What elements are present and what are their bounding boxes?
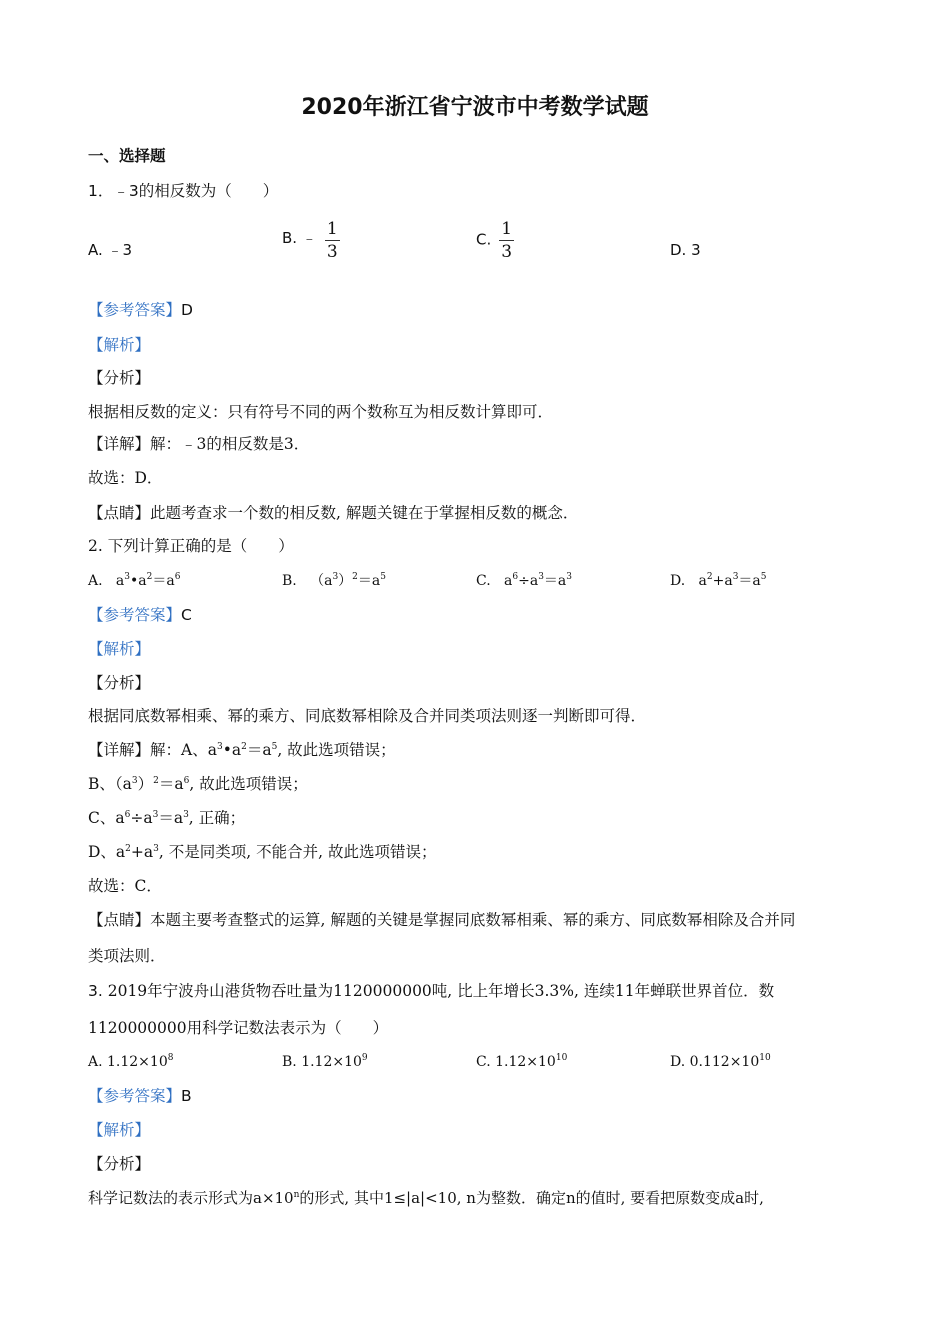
q3-option-d: D. $0.112\times 10^{10}$	[670, 1053, 771, 1070]
page-title: 2020年浙江省宁波市中考数学试题	[301, 95, 649, 120]
q2-option-c: C. $a^6\div a^3=a^3$	[476, 572, 573, 589]
q2-jiexi-label: 【解析】	[88, 640, 151, 658]
q2-detail-c: C、$a^6\div a^3=a^3$, 正确；	[88, 809, 246, 827]
q2-detail-b: B、$(a^3)^2=a^6$, 故此选项错误；	[88, 775, 308, 793]
q1-comment: 【点睛】此题考查求一个数的相反数, 解题关键在于掌握相反数的概念．	[88, 504, 579, 522]
q1-answer: 【参考答案】D	[88, 301, 193, 319]
q1-option-b-fraction: $\frac{1}{3}$	[326, 219, 338, 262]
question-3-stem-line-1: 3. 2019年宁波舟山港货物吞吐量为1120000000吨, 比上年增长3.3%, 连续11年蝉联世界首位．数	[88, 982, 775, 1000]
q2-option-d: D. $a^2+a^3=a^5$	[670, 572, 767, 589]
q2-fenxi-label: 【分析】	[88, 674, 151, 692]
q2-detail-a: 【详解】解：A、$a^3•a^2=a^5$, 故此选项错误；	[88, 741, 396, 759]
question-1-stem: 1．﹣3的相反数为（ ）	[88, 182, 279, 200]
q1-detail: 【详解】解：﹣3的相反数是3．	[88, 435, 310, 453]
q1-option-d: D. 3	[670, 241, 701, 259]
q1-fenxi-label: 【分析】	[88, 369, 151, 387]
q2-answer: 【参考答案】C	[88, 606, 192, 624]
q3-fenxi-label: 【分析】	[88, 1155, 151, 1173]
q3-option-b: B. $1.12\times 10^9$	[282, 1053, 368, 1070]
q1-option-c: C. $\frac{1}{3}$	[476, 219, 513, 262]
q2-detail-d: D、$a^2+a^3$, 不是同类项, 不能合并, 故此选项错误；	[88, 843, 437, 861]
question-2-stem: 2. 下列计算正确的是（ ）	[88, 537, 294, 555]
question-3-stem-line-2: 1120000000用科学记数法表示为（ ）	[88, 1019, 389, 1037]
q1-option-a: A. ﹣3	[88, 241, 133, 259]
q2-option-b: B. $(a^3)^2=a^5$	[282, 572, 386, 589]
q2-comment-line-2: 类项法则．	[88, 947, 166, 965]
section-heading: 一、选择题	[88, 147, 166, 165]
q3-jiexi-label: 【解析】	[88, 1121, 151, 1139]
q3-option-a: A. $1.12\times 10^8$	[88, 1053, 174, 1070]
q1-option-b: B. ﹣ $\frac{1}{3}$	[282, 219, 338, 262]
q3-analysis: 科学记数法的表示形式为$a\times 10^n$的形式, 其中1≤|a|<10, n为整数．确定n的值时, 要看把原数变成a时,	[88, 1189, 764, 1207]
q1-option-c-fraction: $\frac{1}{3}$	[501, 219, 513, 262]
q3-option-c: C. $1.12\times 10^{10}$	[476, 1053, 568, 1070]
q2-choice: 故选：C．	[88, 877, 162, 895]
q1-choice: 故选：D．	[88, 469, 163, 487]
q1-analysis: 根据相反数的定义：只有符号不同的两个数称互为相反数计算即可．	[88, 403, 554, 421]
q3-answer: 【参考答案】B	[88, 1087, 192, 1105]
q2-analysis: 根据同底数幂相乘、幂的乘方、同底数幂相除及合并同类项法则逐一判断即可得．	[88, 707, 647, 725]
q1-jiexi-label: 【解析】	[88, 336, 151, 354]
q2-comment-line-1: 【点睛】本题主要考查整式的运算, 解题的关键是掌握同底数幂相乘、幂的乘方、同底数幂相除及合并同	[88, 911, 796, 929]
q2-option-a: A. $a^3•a^2=a^6$	[88, 572, 181, 589]
